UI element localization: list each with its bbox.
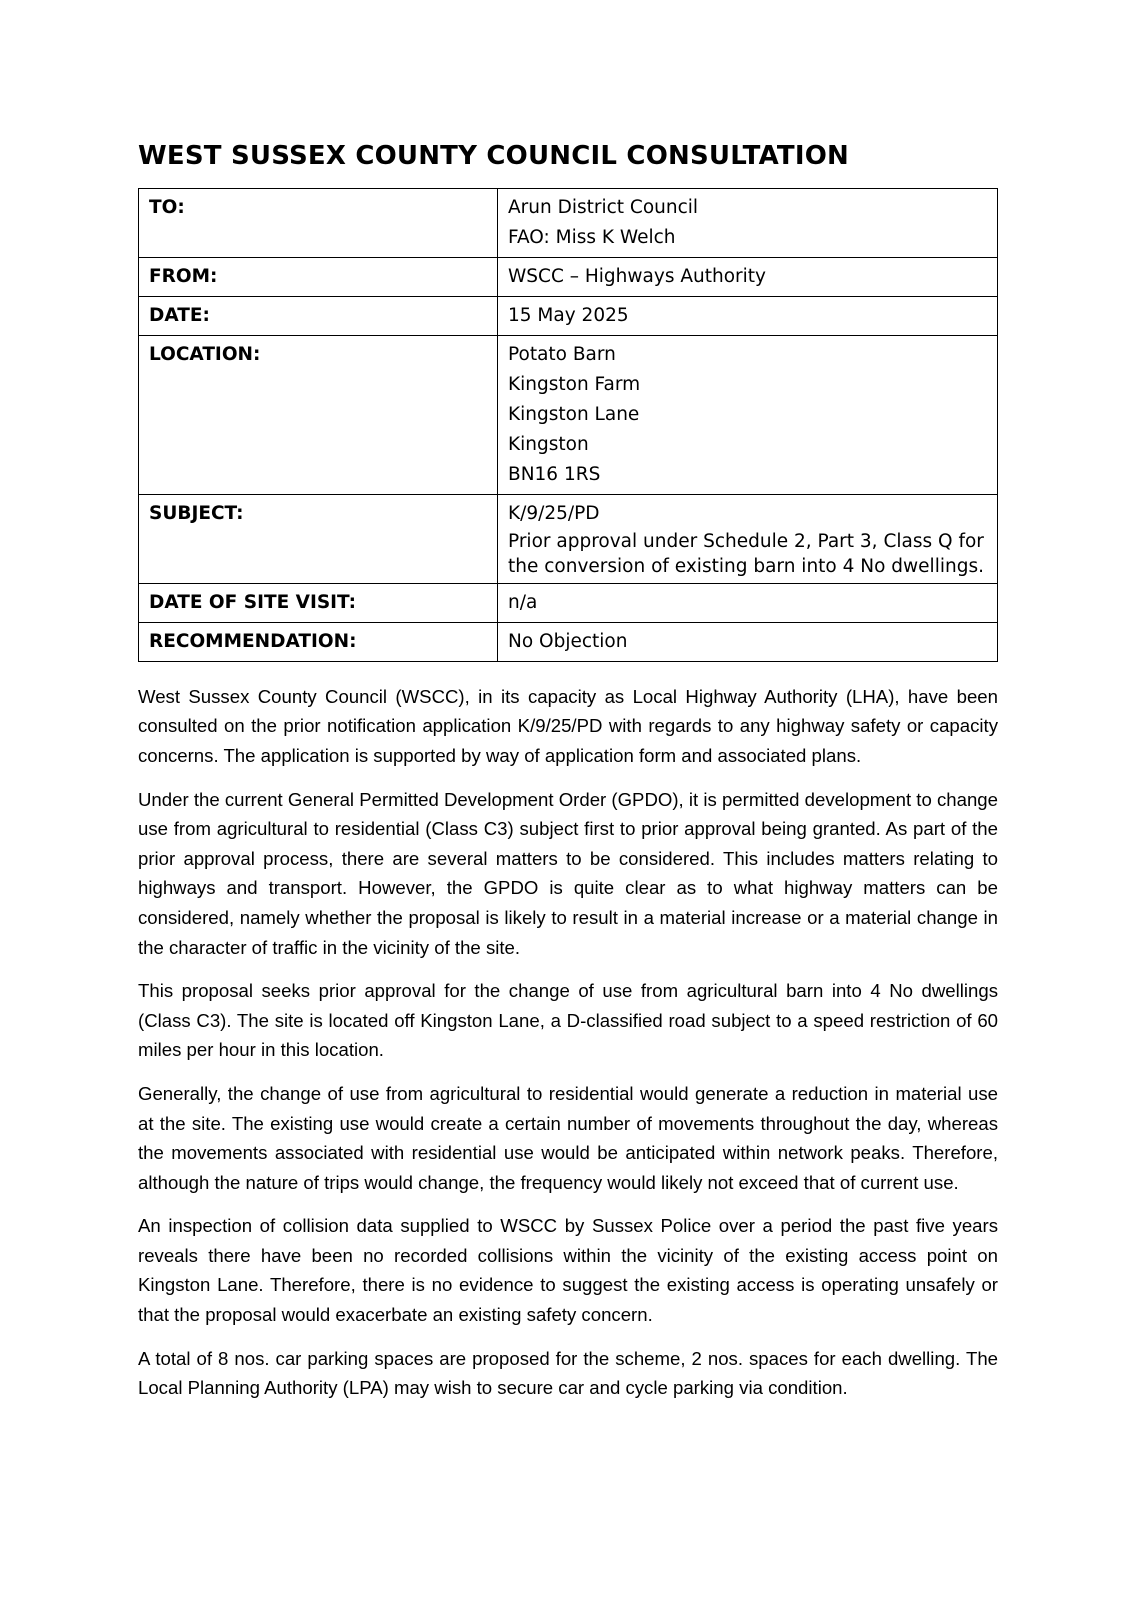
body-paragraph: An inspection of collision data supplied to WSCC by Sussex Police over a period the past five years reveals there have been no recorded collisions within the vicinity of the existing access point on Kingston Lane. Therefore, there is no evidence to suggest the existing access is operating unsafely or that the proposal would exacerbate an existing safety concern. (138, 1215, 998, 1326)
date-label: DATE: (139, 296, 498, 335)
site-visit-row (139, 583, 998, 622)
location-row (139, 335, 998, 494)
location-line: Kingston Lane (508, 403, 640, 425)
body-paragraph: West Sussex County Council (WSCC), in its capacity as Local Highway Authority (LHA), have been consulted on the prior notification application K/9/25/PD with regards to any highway safety or capacity concerns. The application is supported by way of application form and associated plans. (138, 685, 998, 766)
location-line: Kingston (508, 433, 589, 455)
date-row (139, 296, 998, 335)
subject-description: Prior approval under Schedule 2, Part 3, Class Q for the conversion of existing barn into 4 No dwellings. (508, 530, 984, 577)
to-label: TO: (139, 188, 498, 257)
recommendation-value: No Objection (498, 622, 998, 661)
document-title: WEST SUSSEX COUNTY COUNCIL CONSULTATION (138, 141, 849, 171)
body-paragraph: Generally, the change of use from agricultural to residential would generate a reduction in material use at the site. The existing use would create a certain number of movements throughout the day, whereas the movements associated with residential use would be anticipated within network peaks. Therefore, although the nature of trips would change, the frequency would likely not exceed that of current use. (138, 1082, 998, 1193)
body-paragraph: This proposal seeks prior approval for the change of use from agricultural barn into 4 No dwellings (Class C3). The site is located off Kingston Lane, a D-classified road subject to a speed restriction of 60 miles per hour in this location. (138, 980, 998, 1061)
location-value (498, 335, 998, 494)
consultation-details-table (138, 188, 998, 662)
from-row (139, 257, 998, 296)
to-line: FAO: Miss K Welch (508, 226, 676, 248)
to-row (139, 188, 998, 257)
subject-row (139, 494, 998, 583)
document-page (138, 140, 998, 1417)
subject-label: SUBJECT: (139, 494, 498, 583)
to-line: Arun District Council (508, 196, 699, 218)
location-label: LOCATION: (139, 335, 498, 494)
location-line: BN16 1RS (508, 463, 601, 485)
to-value (498, 188, 998, 257)
body-paragraph: Under the current General Permitted Development Order (GPDO), it is permitted development to change use from agricultural to residential (Class C3) subject first to prior approval being granted. As part of the prior approval process, there are several matters to be considered. This includes matters relating to highways and transport. However, the GPDO is quite clear as to what highway matters can be considered, namely whether the proposal is likely to result in a material increase or a material change in the character of traffic in the vicinity of the site. (138, 788, 998, 958)
body-paragraph: A total of 8 nos. car parking spaces are proposed for the scheme, 2 nos. spaces for each dwelling. The Local Planning Authority (LPA) may wish to secure car and cycle parking via condition. (138, 1347, 998, 1399)
location-line: Kingston Farm (508, 373, 641, 395)
site-visit-label: DATE OF SITE VISIT: (139, 583, 498, 622)
subject-reference: K/9/25/PD (508, 502, 600, 524)
recommendation-label: RECOMMENDATION: (139, 622, 498, 661)
body-text (138, 682, 998, 1403)
location-line: Potato Barn (508, 343, 616, 365)
from-label: FROM: (139, 257, 498, 296)
site-visit-value: n/a (498, 583, 998, 622)
date-value: 15 May 2025 (498, 296, 998, 335)
subject-value (498, 494, 998, 583)
recommendation-row (139, 622, 998, 661)
from-value: WSCC – Highways Authority (498, 257, 998, 296)
